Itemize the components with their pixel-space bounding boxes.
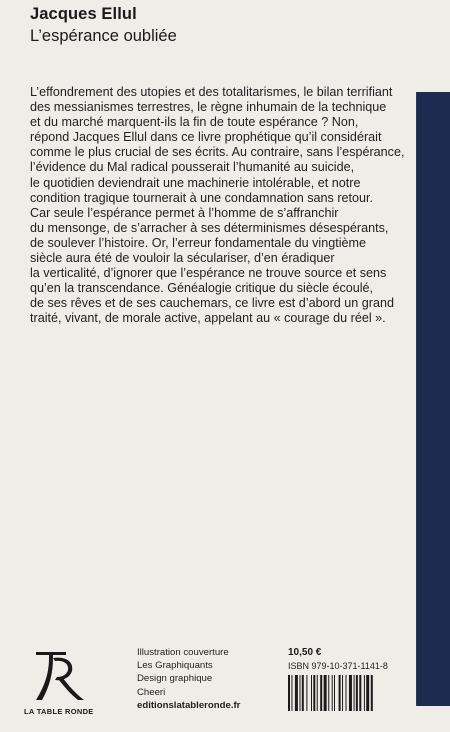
blurb-line: la verticalité, d’ignorer que l’espérance ne trouve source et sens [30,266,387,281]
blurb-text [30,85,405,327]
barcode-bar [356,675,358,711]
spine-band [417,92,450,706]
barcode-bar [295,675,298,711]
barcode-bar [328,675,329,711]
barcode-bar [300,675,301,711]
blurb-line: répond Jacques Ellul dans ce livre prophétique qu’il considérait [30,130,382,145]
blurb-line: et du marché marquent-ils la fin de toute espérance ? Non, [30,115,359,130]
isbn: ISBN 979-10-371-1141-8 [288,661,388,671]
barcode-bar [354,675,355,711]
barcode-bar [311,675,312,711]
barcode-bar [291,675,292,711]
blurb-line: Car seule l’espérance permet à l’homme de s’affranchir [30,205,339,220]
barcode-bar [320,675,322,711]
illustration-name: Les Graphiquants [137,660,213,672]
blurb-line: comme le plus crucial de ses écrits. Au contraire, sans l’espérance, [30,145,405,160]
illustration-label: Illustration couverture [137,647,229,658]
barcode-bar [342,675,343,711]
blurb-line: siècle aura été de vouloir la séculariser, d’en éradiquer [30,251,335,266]
blurb-line: de soulever l’histoire. Or, l’erreur fondamentale du vingtième [30,235,367,250]
blurb-line: qu’en la transcendance. Généalogie critique du siècle écoulé, [30,281,374,296]
barcode-bar [306,675,307,711]
blurb-line: L’effondrement des utopies et des totalitarismes, le bilan terrifiant [30,85,393,99]
barcode-bar [339,675,341,711]
book-title: L’espérance oubliée [30,27,177,45]
book-header [30,3,177,47]
barcode-bar [302,675,304,711]
table-ronde-tr-logo-icon [22,646,92,706]
price: 10,50 € [288,647,322,658]
barcode-bar [313,675,315,711]
barcode-bar [346,675,347,711]
barcode-bar [334,675,335,711]
blurb-line: des messianismes terrestres, le règne inhumain de la technique [30,100,387,115]
blurb-line: le quotidien deviendrait une machinerie intolérable, et notre [30,175,361,190]
barcode-bar [364,675,365,711]
design-name: Cheeri [137,686,166,698]
blurb-line: du mensonge, de s’arracher à ses déterminismes désespérants, [30,220,389,235]
design-label: Design graphique [137,673,213,685]
blurb-line: condition tragique tournerait à une condamnation sans retour. [30,190,374,205]
barcode-bar [324,675,327,711]
credits-block [137,646,240,712]
barcode-bar [371,675,373,711]
barcode-bar [359,675,361,711]
blurb-line: de ses rêves et de ses cauchemars, ce livre est d’abord un grand [30,296,395,311]
blurb-line: l’évidence du Mal radical pousserait l’humanité au suicide, [30,160,355,175]
barcode-bar [317,675,318,711]
publisher-website: editionslatableronde.fr [137,699,241,711]
barcode-bar [366,675,369,711]
blurb-line: traité, vivant, de morale active, appelant au « courage du réel ». [30,311,386,326]
author-name: Jacques Ellul [30,5,137,23]
publisher-name: LA TABLE RONDE [24,707,94,716]
barcode-bar [349,675,352,711]
barcode-icon [288,675,400,711]
barcode-bar [332,675,333,711]
barcode-bar [288,675,290,711]
